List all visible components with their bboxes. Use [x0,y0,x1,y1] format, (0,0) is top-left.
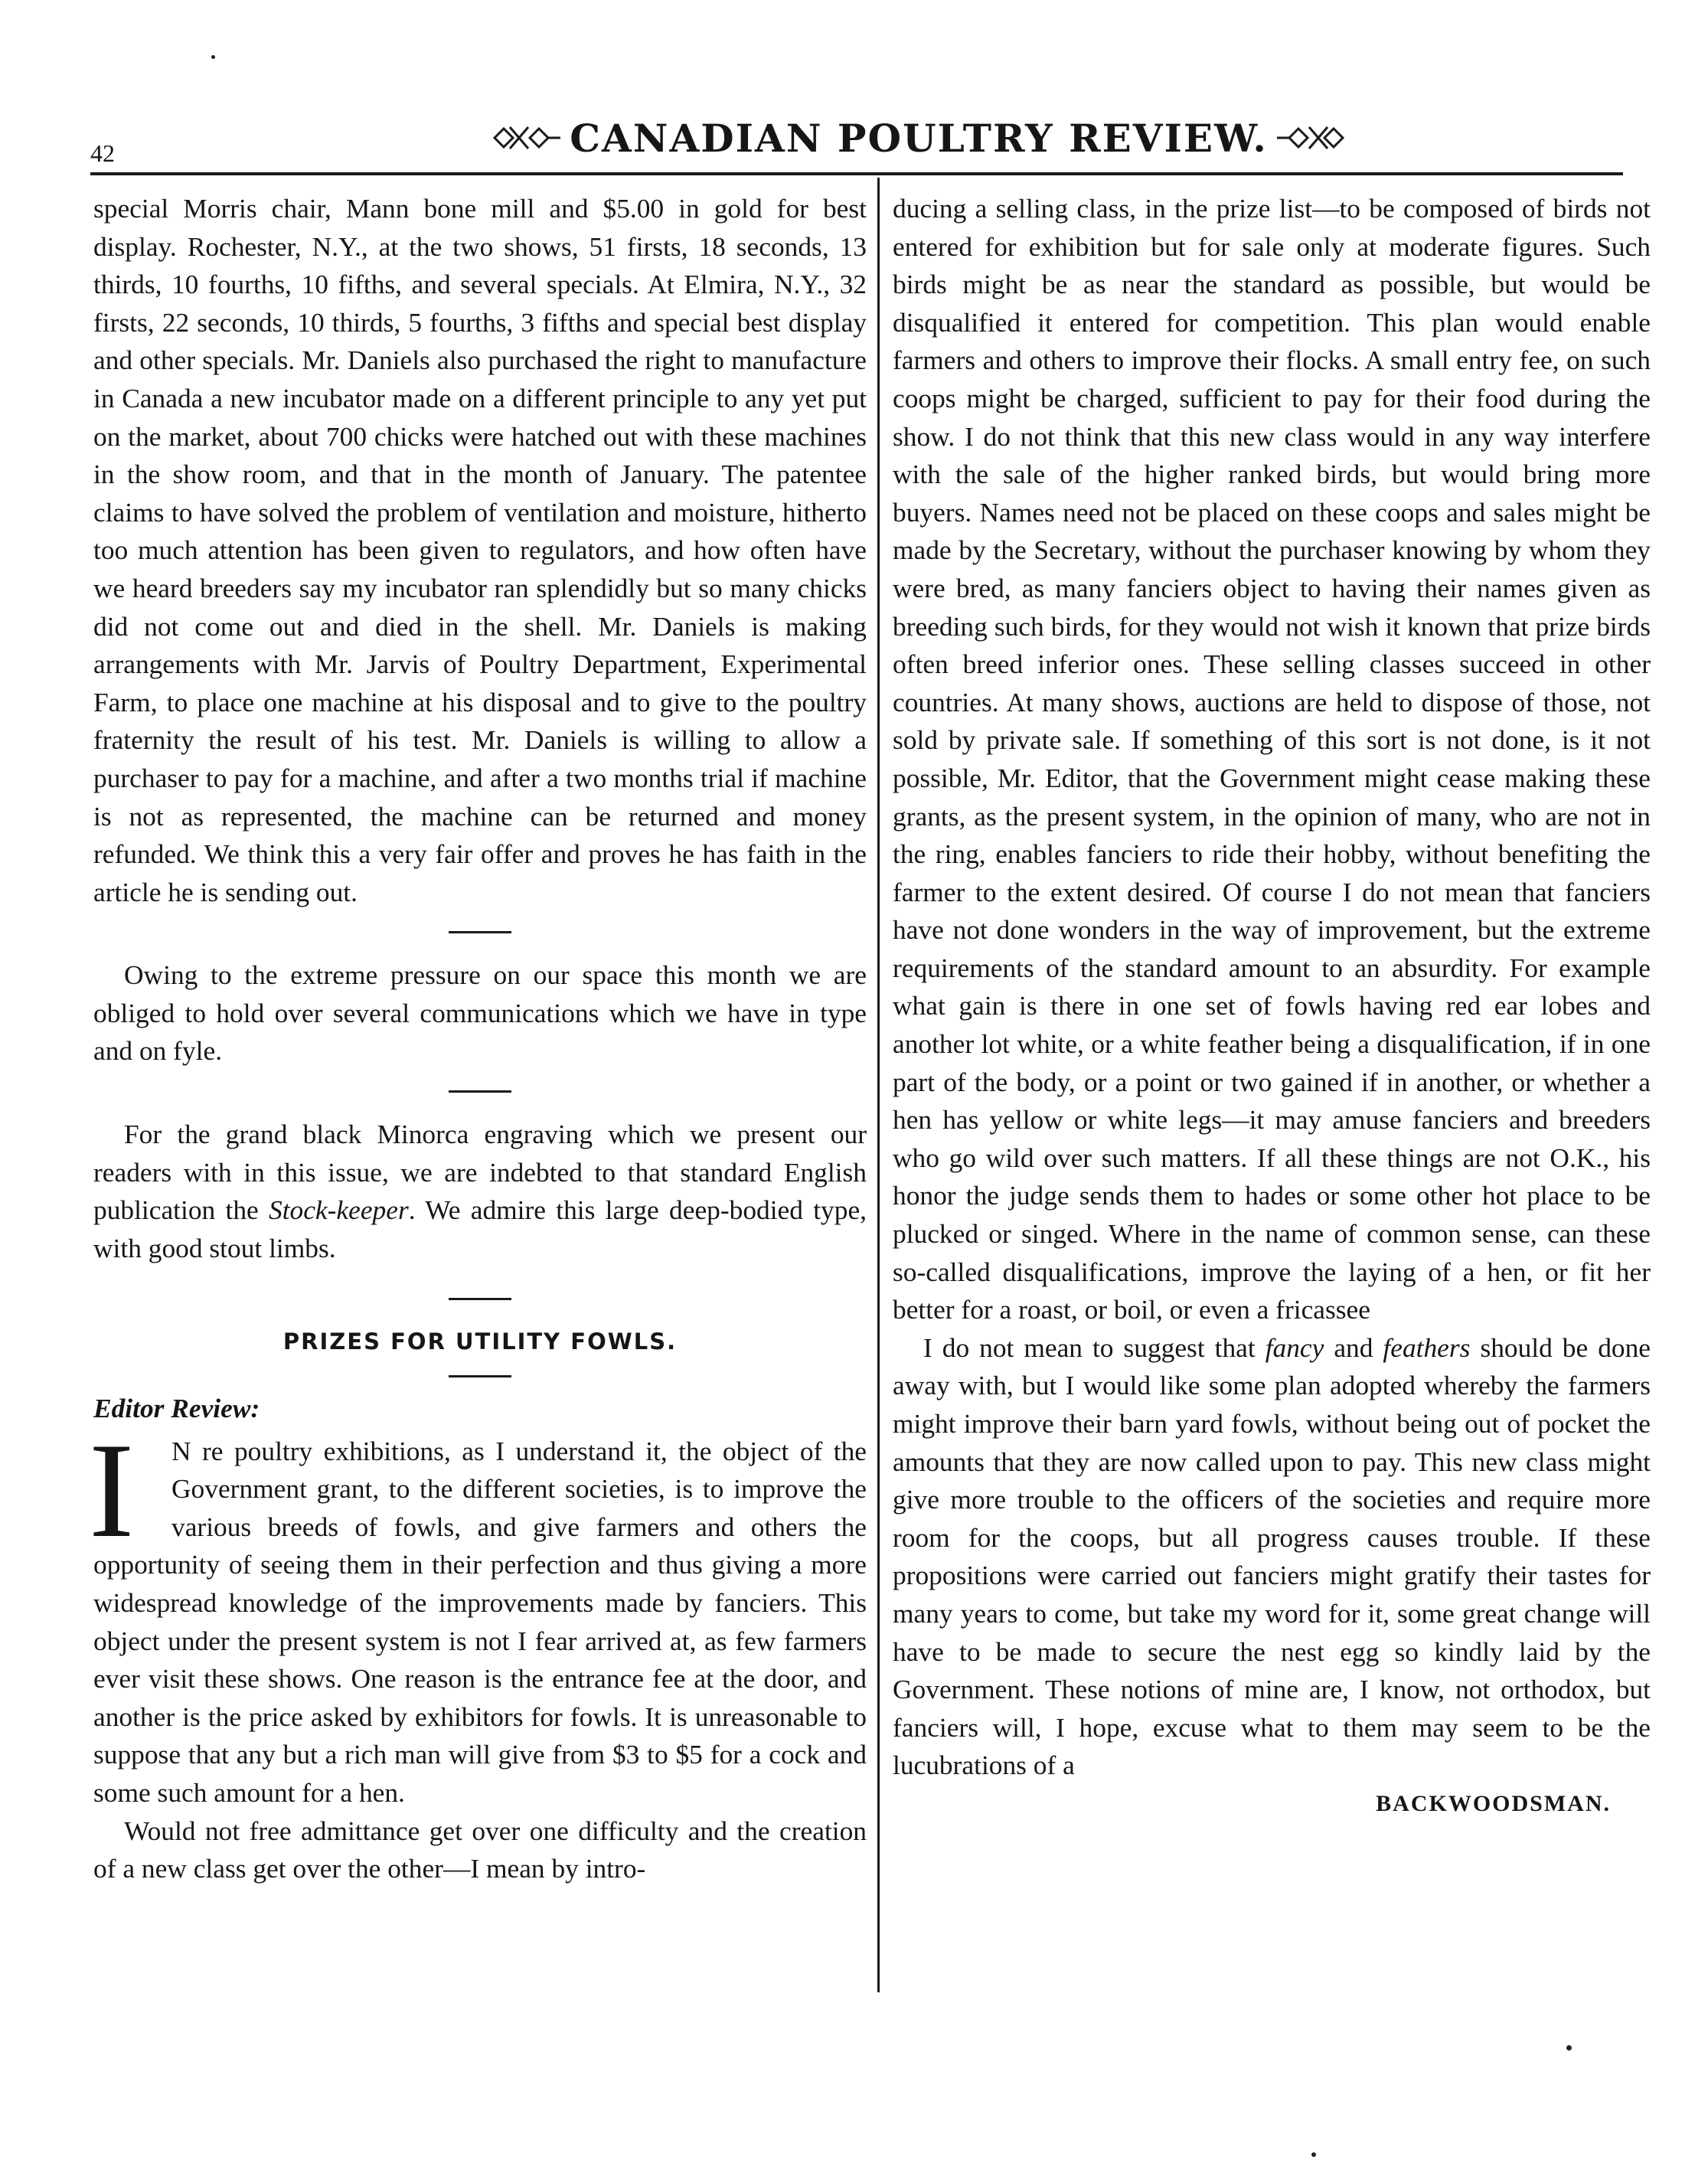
right-column [893,190,1651,1823]
masthead [570,107,1268,168]
left-column [89,190,867,1888]
column-divider [877,178,880,1992]
conclusion-paragraph [893,1329,1651,1785]
drop-cap: I [89,1413,135,1566]
section-separator [449,1375,511,1377]
free-admittance-paragraph: Would not free admittance get over one difficulty and the creation of a new class get over the other—I mean by intro- [93,1815,867,1884]
section-separator [449,931,511,933]
page-number: 42 [90,139,115,167]
section-separator [449,1298,511,1300]
minorca-text-end: . We admire this large deep-bodied type, with good stout limbs. [93,1194,867,1263]
signature: BACKWOODSMAN. [1376,1790,1611,1816]
masthead-right-ornament-icon [1275,123,1346,153]
header-rule [90,172,1623,175]
print-speck [211,55,215,59]
print-speck [1566,2045,1572,2051]
exhibitions-text: N re poultry exhibitions, as I understand it, the object of the Government grant, to the different societies, is to improve the various breeds of fowls, and give farmers and others the opportunity of seeing them in their perfection and thus giving a more widespread knowledge of the improvements made by fanciers. This object under the present system is not I fear arrived at, as few farmers ever visit these shows. One reason is the entrance fee at the door, and another is the price asked by exhibitors for fowls. It is unreasonable to suppose that any but a rich man will give from $3 to $5 for a cock and some such amount for a hen. [93,1435,867,1808]
conclusion-text-b: and [1324,1332,1383,1363]
conclusion-text-a: I do not mean to suggest that [923,1332,1265,1363]
masthead-title: CANADIAN POULTRY REVIEW. [570,115,1268,161]
fancy-word: fancy [1265,1332,1324,1363]
feathers-word: feathers [1383,1332,1471,1363]
stock-keeper-title: Stock-keeper [269,1194,409,1226]
article-heading: PRIZES FOR UTILITY FOWLS. [282,1328,678,1355]
daniels-paragraph: special Morris chair, Mann bone mill and $5.00 in gold for best display. Rochester, N.Y., at the two shows, 51 firsts, 18 seconds, 13 thirds, 10 fourths, 10 fifths, and several specials. At Elmira, N.Y., 32 firsts, 22 seconds, 10 thirds, 5 fourths, 3 fifths and special best display and other specials. Mr. Daniels also purchased the right to manufacture in Canada a new incubator made on a different principle to any yet put on the market, about 700 chicks were hatched out with these machines in the show room, and that in the month of January. The patentee claims to have solved the problem of ventilation and moisture, hitherto too much attention has been given to regulators, and how often have we heard breeders say my incubator ran splendidly but so many chicks did not come out and died in the shell. Mr. Daniels is making arrangements with Mr. Jarvis of Poultry Department, Experimental Farm, to place one machine at his disposal and to give to the poultry fraternity the result of his test. Mr. Daniels is willing to allow a purchaser to pay for a machine, and after a two months trial if machine is not as represented, the machine can be returned and money refunded. We think this a very fair offer and proves he has faith in the article he is sending out. [93,193,867,907]
masthead-left-ornament-icon [491,123,562,153]
section-separator [449,1090,511,1093]
print-speck [1311,2152,1316,2157]
selling-class-paragraph: ducing a selling class, in the prize list—to be composed of birds not entered for exhibition but for sale only at moderate figures. Such birds might be as near the standard as possible, but would be disqualified it entered for competition. This plan would enable farmers and others to improve their flocks. A small entry fee, on such coops might be charged, sufficient to pay for their food during the show. I do not think that this new class would in any way interfere with the sale of the higher ranked birds, but would bring more buyers. Names need not be placed on these coops and sales might be made by the Secretary, without the purchaser knowing by whom they were bred, as many fanciers object to having their names given as breeding such birds, for they would not wish it known that prize birds often breed inferior ones. These selling classes succeed in other countries. At many shows, auctions are held to dispose of those, not sold by private sale. If something of this sort is not done, is it not possible, Mr. Editor, that the Government might cease making these grants, as the present system, in the opinion of many, who are not in the ring, enables fanciers to ride their hobby, without benefiting the farmer to the extent desired. Of course I do not mean that fanciers have not done wonders in the way of improvement, but the extreme requirements of the standard amount to an absurdity. For example what gain is there in one set of fowls having red ear lobes and another lot white, or a white feather being a disqualification, if in one part of the body, or a point or two gained if in another, or whether a hen has yellow or white legs—it may amuse fanciers and breeders who go wild over such matters. If all these things are not O.K., his honor the judge sends them to hades or some other hot place to be plucked or singed. Where in the name of common sense, can these so-called disqualifications, improve the laying of a hen, or fit her better for a roast, or boil, or even a fricassee [893,193,1651,1325]
minorca-paragraph [93,1116,867,1267]
conclusion-text-c: should be done away with, but I would like some plan adopted whereby the farmers might improve their barn yard fowls, without being out of pocket the amounts that they are now called upon to pay. This new class might give more trouble to the officers of the societies and require more room for the coops, but all progress causes trouble. If these propositions were carried out fanciers might gratify their tastes for many years to come, but take my word for it, some great change will have to be made to secure the nest egg so kindly laid by the Government. These notions of mine are, I know, not orthodox, but fanciers will, I hope, excuse what to them may seem to be the lucubrations of a [893,1332,1651,1781]
exhibitions-paragraph [89,1413,867,1812]
space-notice-paragraph: Owing to the extreme pressure on our space this month we are obliged to hold over several communications which we have in type and on fyle. [93,959,867,1067]
minorca-text-start: For the grand black Minorca engraving which we present our readers with in this issue, we are indebted to that standard English publication the [93,1119,867,1226]
salutation: Editor Review: [93,1393,260,1424]
